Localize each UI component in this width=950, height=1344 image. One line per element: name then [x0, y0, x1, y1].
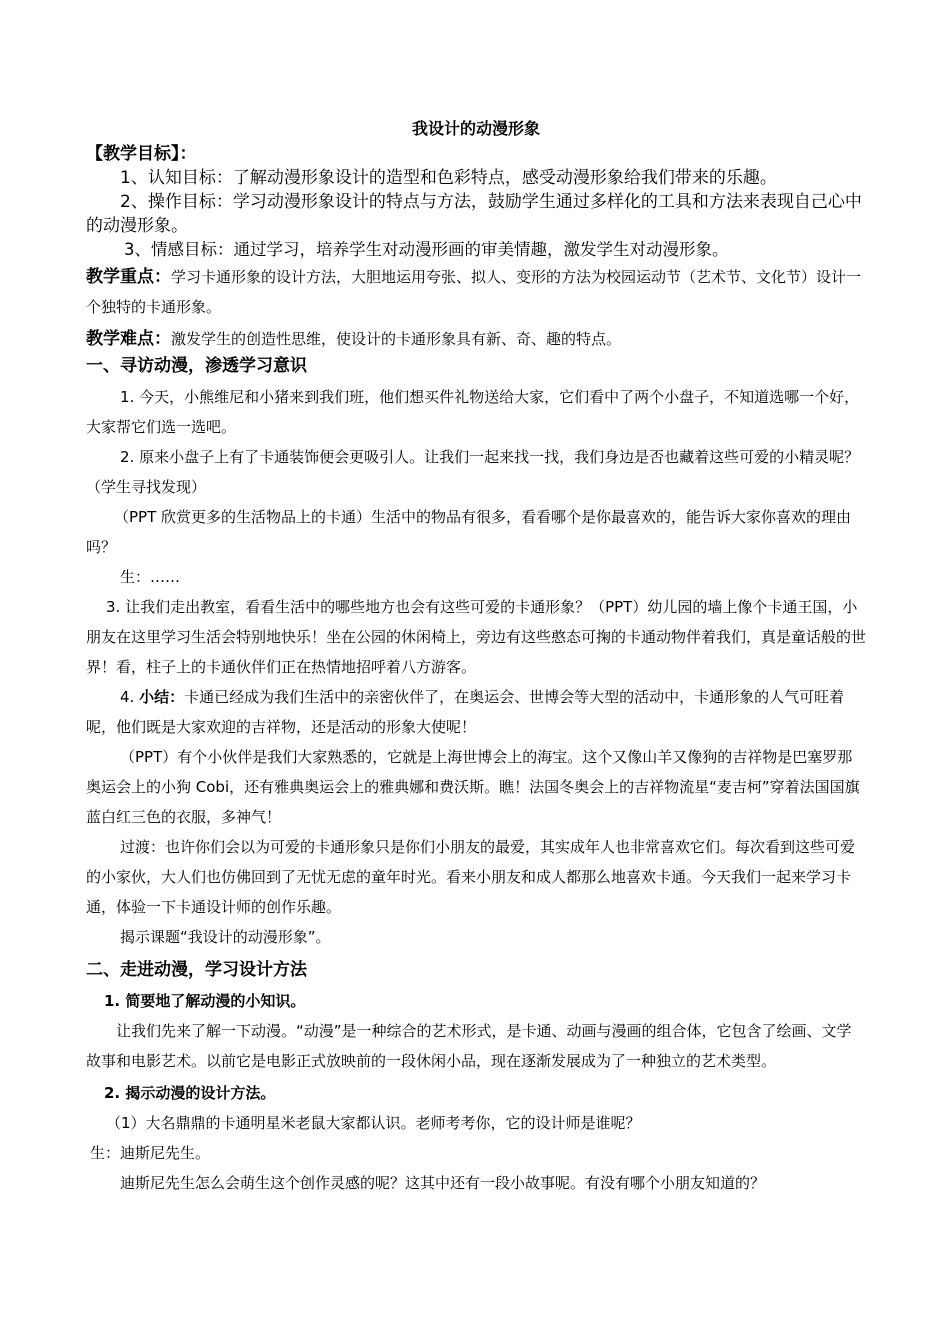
key-point: [86, 262, 866, 322]
summary-label: 小结：: [139, 688, 185, 706]
document-page: [86, 118, 866, 1198]
section2-subheading-1: 1. 简要地了解动漫的小知识。: [104, 992, 306, 1010]
section1-paragraph-3: （PPT 欣赏更多的生活物品上的卡通）生活中的物品有很多，看看哪个是你最喜欢的，能告诉大家你喜欢的理由吗？: [86, 508, 852, 556]
difficulty: [86, 324, 866, 354]
difficulty-label: 教学难点：: [86, 329, 171, 349]
objective-3: 3、情感目标：通过学习，培养学生对动漫形画的审美情趣，激发学生对动漫形象。: [124, 240, 729, 259]
section2-paragraph-1: 让我们先来了解一下动漫。“动漫”是一种综合的艺术形式，是卡通、动画与漫画的组合体，它包含了绘画、文学故事和电影艺术。以前它是电影正式放映前的一段休闲小品，现在逐渐发展成为了一种独立的艺术类型。: [86, 1022, 852, 1070]
difficulty-text: 激发学生的创造性思维，使设计的卡通形象具有新、奇、趣的特点。: [171, 330, 622, 348]
section1-paragraph-6: [86, 682, 866, 742]
section2-heading: 二、走进动漫，学习设计方法: [86, 960, 307, 980]
objectives-heading: 【教学目标】：: [86, 144, 197, 164]
section2-subheading-2: 2. 揭示动漫的设计方法。: [104, 1084, 276, 1102]
section1-paragraph-7: （PPT）有个小伙伴是我们大家熟悉的，它就是上海世博会上的海宝。这个又像山羊又像狗的吉祥物是巴塞罗那奥运会上的小狗 Cobi，还有雅典奥运会上的雅典娜和费沃斯。瞧！法国冬奥会上的吉祥物流星“麦吉柯”穿着法国国旗蓝白红三色的衣服，多神气！: [86, 748, 860, 826]
objective-2: 2、操作目标：学习动漫形象设计的特点与方法，鼓励学生通过多样化的工具和方法来表现自己心中的动漫形象。: [86, 192, 862, 236]
key-point-label: 教学重点：: [86, 267, 171, 287]
summary-text: 卡通已经成为我们生活中的亲密伙伴了，在奥运会、世博会等大型的活动中，卡通形象的人气可旺着呢，他们既是大家欢迎的吉祥物，还是活动的形象大使呢！: [86, 688, 845, 736]
section2-paragraph-2: （1）大名鼎鼎的卡通明星米老鼠大家都认识。老师考考你，它的设计师是谁呢？: [106, 1114, 641, 1132]
section2-paragraph-4: 迪斯尼先生怎么会萌生这个创作灵感的呢？这其中还有一段小故事呢。有没有哪个小朋友知道的？: [120, 1174, 766, 1192]
section1-paragraph-5: 3. 让我们走出教室，看看生活中的哪些地方也会有这些可爱的卡通形象？（PPT）幼儿园的墙上像个卡通王国，小朋友在这里学习生活会特别地快乐！坐在公园的休闲椅上，旁边有这些憨态可掬的卡通动物伴着我们，真是童话般的世界！看，柱子上的卡通伙伴们正在热情地招呼着八方游客。: [86, 598, 867, 676]
section1-paragraph-8: 过渡：也许你们会以为可爱的卡通形象只是你们小朋友的最爱，其实成年人也非常喜欢它们。每次看到这些可爱的小家伙，大人们也仿佛回到了无忧无虑的童年时光。看来小朋友和成人都那么地喜欢卡通。今天我们一起来学习卡通，体验一下卡通设计师的创作乐趣。: [86, 838, 856, 916]
page-title: 我设计的动漫形象: [411, 119, 540, 138]
section1-paragraph-9: 揭示课题“我设计的动漫形象”。: [120, 928, 331, 946]
section1-paragraph-1: 1. 今天，小熊维尼和小猪来到我们班，他们想买件礼物送给大家，它们看中了两个小盘子，不知道选哪一个好，大家帮它们选一选吧。: [86, 388, 860, 436]
section1-paragraph-4: 生：……: [120, 568, 181, 586]
summary-number: 4.: [120, 688, 135, 706]
objective-1: 1、认知目标：了解动漫形象设计的造型和色彩特点，感受动漫形象给我们带来的乐趣。: [120, 168, 777, 188]
section1-heading: 一、寻访动漫，渗透学习意识: [86, 356, 307, 376]
key-point-text: 学习卡通形象的设计方法，大胆地运用夸张、拟人、变形的方法为校园运动节（艺术节、文化节）设计一个独特的卡通形象。: [86, 268, 862, 316]
section1-paragraph-2: 2. 原来小盘子上有了卡通装饰便会更吸引人。让我们一起来找一找，我们身边是否也藏着这些可爱的小精灵呢？（学生寻找发现）: [86, 448, 860, 496]
section2-paragraph-3: 生：迪斯尼先生。: [90, 1144, 211, 1162]
